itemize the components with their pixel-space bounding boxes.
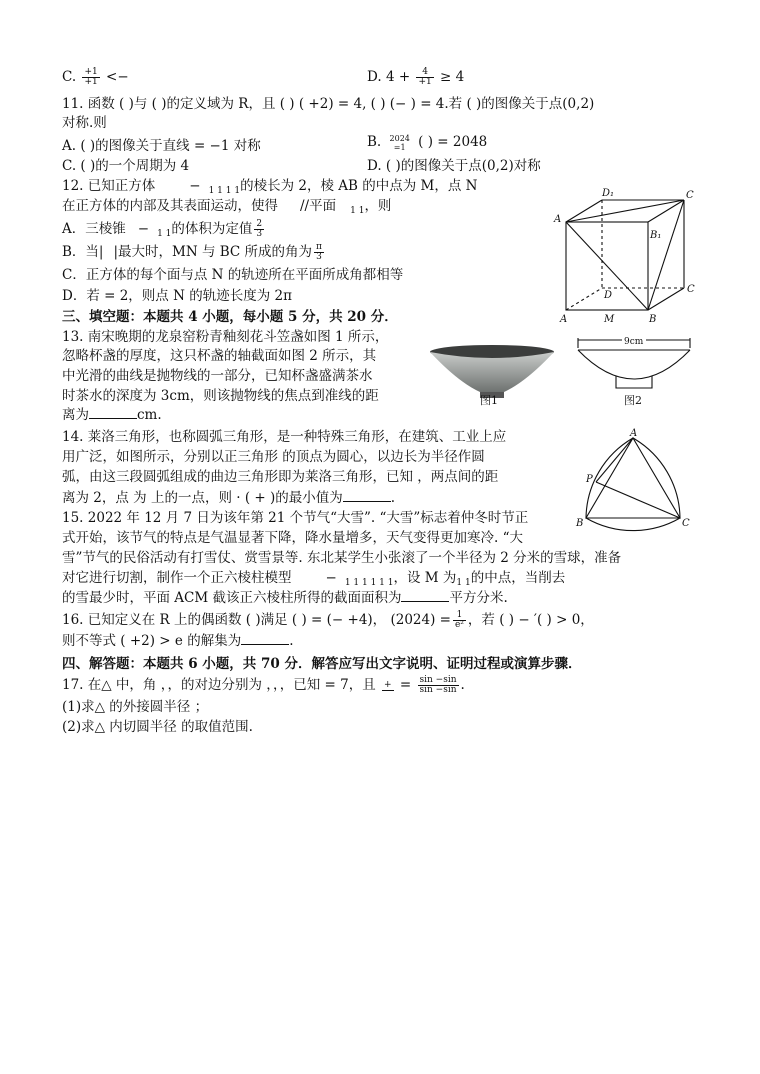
section-3-heading: 三、填空题：本题共 4 小题，每小题 5 分，共 20 分． bbox=[62, 309, 398, 325]
q14-line3: 弧，由这三段圆弧组成的曲边三角形即为莱洛三角形，已知 ，两点间的距 bbox=[62, 469, 499, 485]
q15-line3: 雪”节气的民俗活动有打雪仗、赏雪景等. 东北某学生小张滚了一个半径为 2 分米的雪球，准备 bbox=[62, 550, 622, 566]
q17-part1: (1)求△ 的外接圆半径 ； bbox=[62, 699, 209, 715]
section-4-heading: 四、解答题：本题共 6 小题，共 70 分．解答应写出文字说明、证明过程或演算步骤． bbox=[62, 656, 582, 672]
q13-line5: 离为 cm. bbox=[62, 407, 162, 423]
q11-option-b: B. 2024 =1 ( ) = 2048 bbox=[367, 133, 488, 152]
reuleaux-label-p: P bbox=[586, 474, 593, 485]
reuleaux-label-c: C bbox=[682, 518, 690, 529]
cube-label-m: M bbox=[604, 314, 615, 324]
q11-option-c: C. ( )的一个周期为 4 bbox=[62, 158, 190, 174]
cube-label-b: B bbox=[649, 314, 657, 324]
q11-stem-line1: 11. 函数 ( )与 ( )的定义域为 R，且 ( ) ( +2) = 4, ( ) (− ) = 4.若 ( )的图像关于点(0,2) bbox=[62, 96, 595, 112]
q15-line4: 对它进行切割，制作一个正六棱柱模型 − $_{1 1 1 1 1 1}$，设 M 为$_{1 1}$的中点，当削去 bbox=[62, 570, 566, 588]
fraction: $\frac{4}{+1}$ bbox=[418, 67, 432, 87]
fraction: $\frac{+1}{+1}$ bbox=[84, 67, 98, 87]
q17-line1: 17. 在△ 中，角 ，，的对边分别为 ，，，已知 = 7，且 + = $\frac{\sin -\sin}{\sin -\sin}$ . bbox=[62, 675, 465, 695]
q17-part2: (2)求△ 内切圆半径 的取值范围. bbox=[62, 719, 253, 735]
cube-label-a1: A bbox=[554, 214, 562, 225]
answer-blank bbox=[89, 406, 137, 419]
q14-line2: 用广泛，如图所示，分别以正三角形 的顶点为圆心，以边长为半径作圆 bbox=[62, 449, 485, 465]
cube-figure bbox=[552, 186, 702, 324]
q12-stem-line2: 在正方体的内部及其表面运动，使得 //平面 $_{1 1}$，则 bbox=[62, 198, 392, 216]
fig2-width-label: 9cm bbox=[624, 337, 644, 347]
cube-label-c: C bbox=[687, 284, 695, 295]
cube-label-a: A bbox=[560, 314, 568, 324]
q13-line1: 13. 南宋晚期的龙泉窑粉青釉刻花斗笠盏如图 1 所示， bbox=[62, 329, 389, 345]
q12-stem-line1: 12. 已知正方体 − $_{1 1 1 1}$的棱长为 2，棱 AB 的中点为 M，点 N bbox=[62, 178, 478, 196]
reuleaux-triangle-figure bbox=[572, 428, 694, 532]
reuleaux-label-b: B bbox=[576, 518, 584, 529]
cube-label-b1: B₁ bbox=[650, 230, 662, 241]
cube-label-d1: D₁ bbox=[602, 188, 615, 199]
sum-limits: 2024 =1 bbox=[389, 133, 410, 152]
q12-option-d: D．若 = 2，则点 N 的轨迹长度为 2π bbox=[62, 288, 292, 304]
q10-option-c: C. $\frac{+1}{+1}$ <− bbox=[62, 67, 129, 87]
fig2-caption: 图2 bbox=[624, 394, 642, 407]
q11-stem-line2: 对称.则 bbox=[62, 115, 107, 131]
cube-label-d: D bbox=[604, 290, 613, 301]
q12-option-b: B．当| |最大时，MN 与 BC 所成的角为 $\frac{\pi}{3}$ bbox=[62, 242, 322, 262]
q15-line2: 式开始，该节气的特点是气温显著下降，降水量增多，天气变得更加寒冷. “大 bbox=[62, 530, 523, 546]
q13-line2: 忽略杯盏的厚度，这只杯盏的轴截面如图 2 所示，其 bbox=[62, 348, 377, 364]
q15-line5: 的雪最少时，平面 ACM 截该正六棱柱所得的截面面积为 平方分米. bbox=[62, 590, 508, 606]
q16-line2: 则不等式 ( +2) > e 的解集为 . bbox=[62, 633, 294, 649]
q14-line1: 14. 莱洛三角形，也称圆弧三角形，是一种特殊三角形，在建筑、工业上应 bbox=[62, 429, 507, 445]
q11-option-a: A. ( )的图像关于直线 = −1 对称 bbox=[62, 138, 261, 154]
q14-line4: 离为 2，点 为 上的一点，则 · ( + )的最小值为 . bbox=[62, 490, 396, 506]
q13-line4: 时茶水的深度为 3cm，则该抛物线的焦点到准线的距 bbox=[62, 388, 379, 404]
answer-blank bbox=[401, 589, 449, 602]
q10-option-d: D. 4 + $\frac{4}{+1}$ ≥ 4 bbox=[367, 67, 465, 87]
q15-line1: 15. 2022 年 12 月 7 日为该年第 21 个节气“大雪”. “大雪”标志着仲冬时节正 bbox=[62, 510, 529, 526]
reuleaux-label-a: A bbox=[630, 428, 638, 439]
q13-line3: 中光滑的曲线是抛物线的一部分，已知杯盏盛满茶水 bbox=[62, 368, 373, 384]
q12-option-a: A．三棱锥 − $_{1 1}$的体积为定值 $\frac{2}{3}$ bbox=[62, 219, 263, 239]
q12-option-c: C．正方体的每个面与点 N 的轨迹所在平面所成角都相等 bbox=[62, 267, 404, 283]
answer-blank bbox=[241, 632, 289, 645]
q11-option-d: D. ( )的图像关于点(0,2)对称 bbox=[367, 158, 541, 174]
cube-label-c1: C bbox=[686, 190, 694, 201]
answer-blank bbox=[343, 489, 391, 502]
q16-line1: 16. 已知定义在 R 上的偶函数 ( )满足 ( ) = (− +4)， (2024) = $\frac{1}{\text{e²}}$ ，若 ( ) − ′( ) > 0， bbox=[62, 610, 594, 630]
fig1-caption: 图1 bbox=[480, 394, 498, 407]
